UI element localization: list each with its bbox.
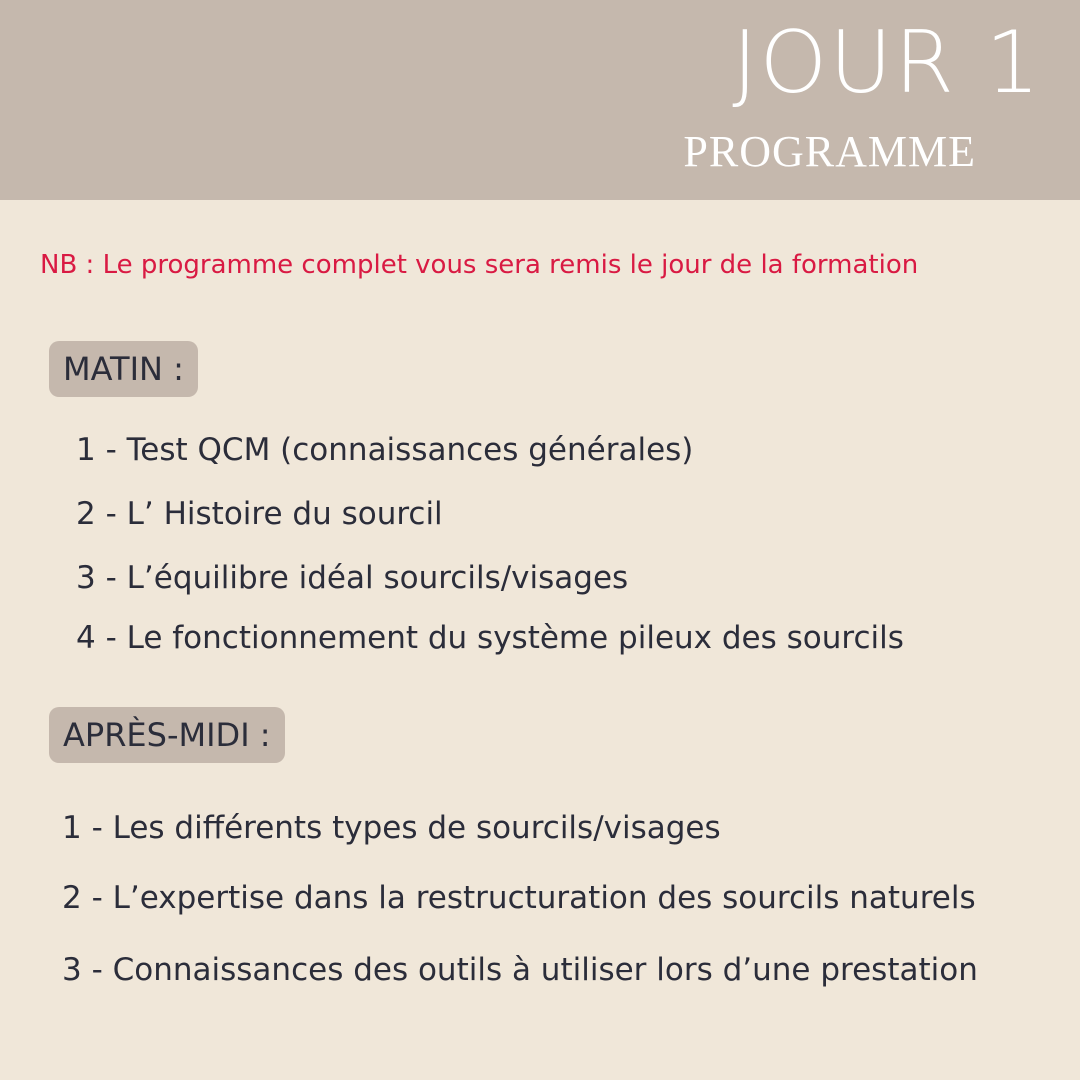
matin-item-1: 1 - Test QCM (connaissances générales) [76, 432, 694, 468]
nb-note: NB : Le programme complet vous sera remis le jour de la formation [40, 250, 919, 280]
page-title: JOUR 1 [732, 13, 1042, 113]
matin-item-2: 2 - L’ Histoire du sourcil [76, 496, 443, 532]
matin-item-4: 4 - Le fonctionnement du système pileux des sourcils [76, 620, 904, 656]
apres-midi-item-3: 3 - Connaissances des outils à utiliser lors d’une prestation [62, 952, 978, 988]
page-subtitle: PROGRAMME [683, 127, 976, 176]
apres-midi-item-1: 1 - Les différents types de sourcils/visages [62, 810, 721, 846]
apres-midi-item-2: 2 - L’expertise dans la restructuration des sourcils naturels [62, 880, 976, 916]
section-label-matin: MATIN : [49, 341, 198, 397]
matin-item-3: 3 - L’équilibre idéal sourcils/visages [76, 560, 629, 596]
header-banner [0, 0, 1080, 200]
section-label-apres-midi: APRÈS-MIDI : [49, 707, 285, 763]
